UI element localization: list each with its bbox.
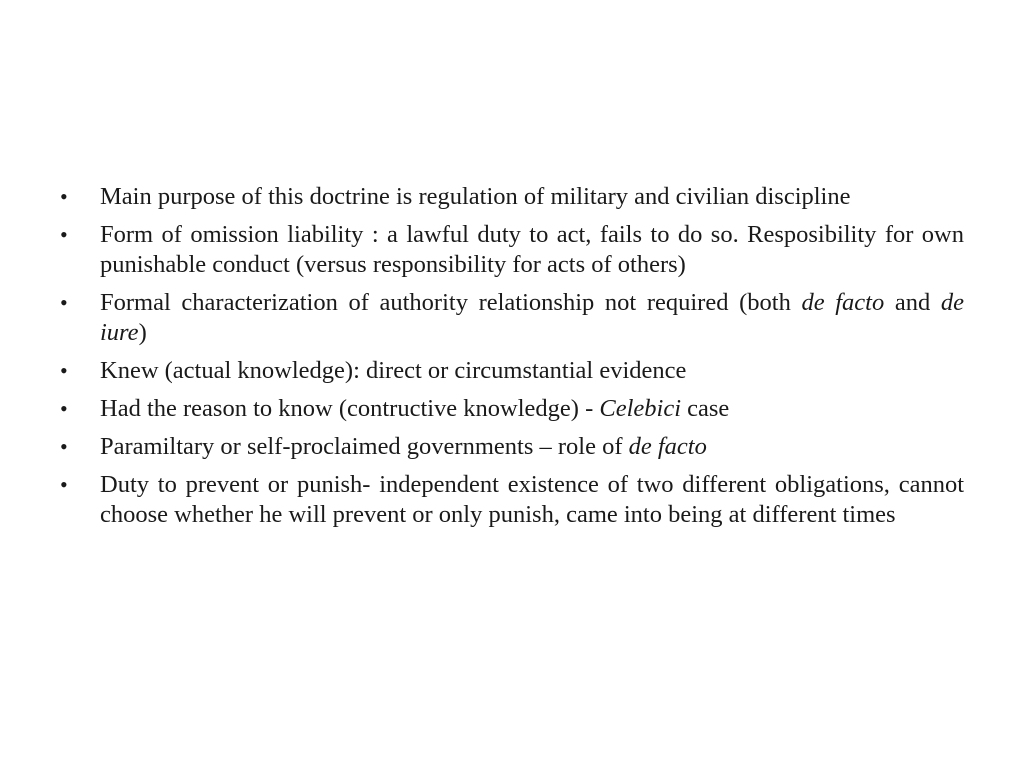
bullet-text: ) [138,319,147,346]
bullet-item-actual-knowledge [60,356,964,386]
bullet-text: case [681,395,730,422]
bullet-item-paramilitary [60,432,964,462]
bullet-text: Formal characterization of authority relationship not required (both [100,289,802,316]
bullet-list [60,182,964,538]
bullet-text: Knew (actual knowledge): direct or circumstantial evidence [100,357,687,384]
bullet-text: Had the reason to know (contructive knowledge) - [100,395,600,422]
bullet-text: Duty to prevent or punish- independent existence of two different obligations, cannot choose whether he will prevent or only punish, came into being at different times [100,471,964,528]
bullet-text: Main purpose of this doctrine is regulation of military and civilian discipline [100,183,851,210]
bullet-item-omission-liability [60,220,964,280]
bullet-italic-term: Celebici [599,395,682,422]
bullet-italic-term: de iure [100,289,964,346]
bullet-italic-term: de facto [628,433,707,460]
bullet-item-duty-prevent-punish [60,470,964,530]
bullet-item-authority-relationship [60,288,964,348]
bullet-text: Paramiltary or self-proclaimed governments – role of [100,433,629,460]
bullet-item-constructive-knowledge [60,394,964,424]
bullet-italic-term: de facto [801,289,885,316]
bullet-item-doctrine-purpose [60,182,964,212]
bullet-text: Form of omission liability : a lawful duty to act, fails to do so. Resposibility for own punishable conduct (versus responsibility for acts of others) [100,221,964,278]
bullet-text: and [884,289,941,316]
